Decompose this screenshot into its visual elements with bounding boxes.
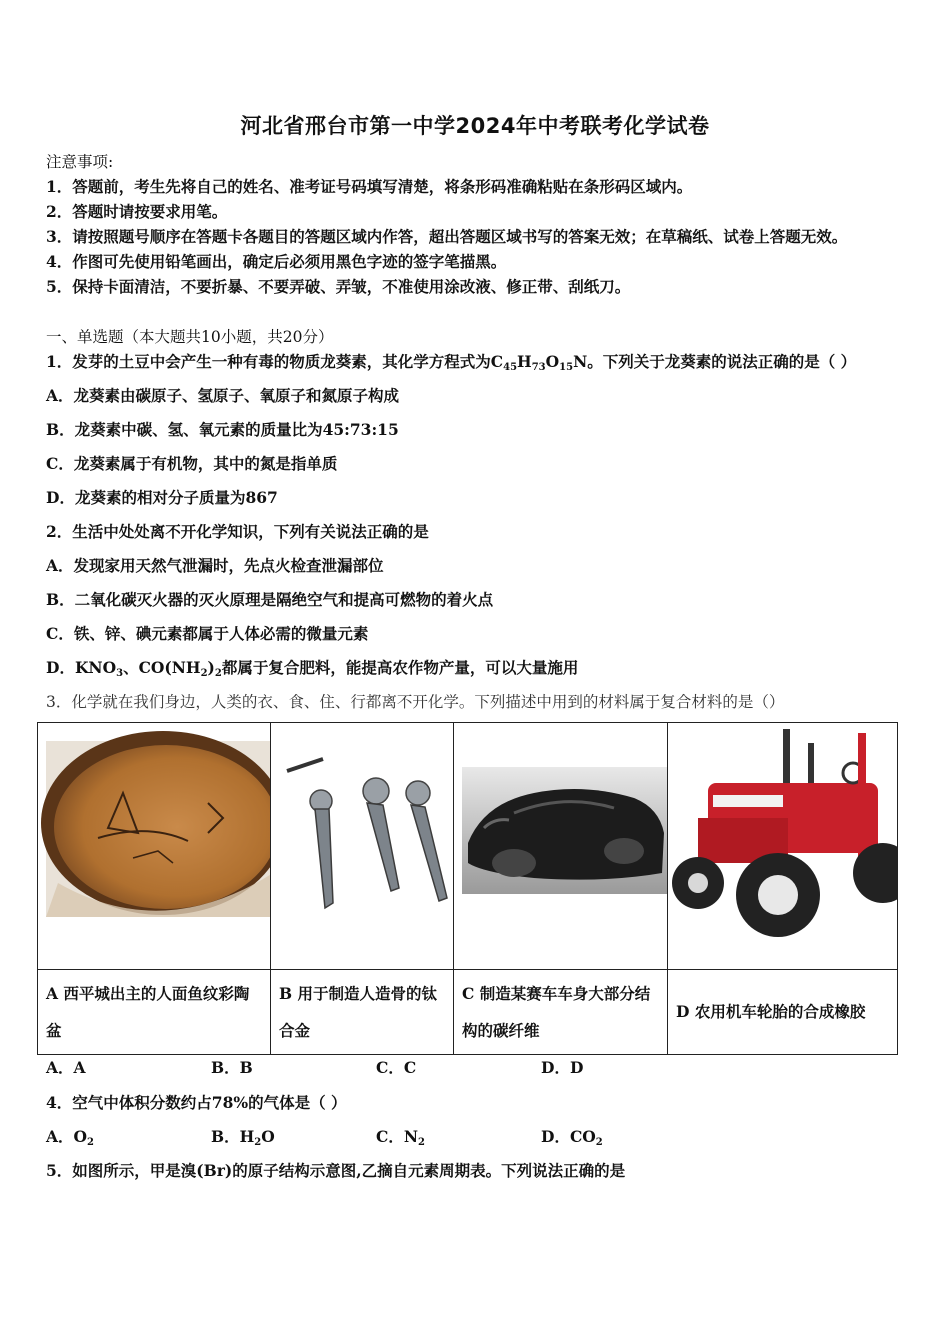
red-tractor-image [668,723,897,968]
notice-item: 5．保持卡面清洁，不要折暴、不要弄破、弄皱，不准使用涂改液、修正带、刮纸刀。 [46,277,631,296]
titanium-hip-implant-image [271,723,453,968]
question-1-option-d: D．龙葵素的相对分子质量为867 [46,488,278,507]
question-3-option-a: A．A [46,1058,86,1077]
question-1-stem: 1．发芽的土豆中会产生一种有毒的物质龙葵素，其化学方程式为$C_{45}H_{73}O_{15}N$。下列关于龙葵素的说法正确的是（ ） [46,352,857,373]
question-4-option-c: C．$N_2$ [376,1127,425,1148]
carbon-fiber-car-body-image [454,723,667,968]
question-1-option-a: A．龙葵素由碳原子、氢原子、氧原子和氮原子构成 [46,386,400,405]
caption-b: B 用于制造人造骨的钛合金 [271,969,454,1054]
notice-item: 3．请按照题号顺序在答题卡各题目的答题区域内作答，超出答题区域书写的答案无效；在草稿纸、试卷上答题无效。 [46,227,848,246]
question-2-stem: 2．生活中处处离不开化学知识，下列有关说法正确的是 [46,522,429,541]
question-3-option-d: D．D [541,1058,584,1077]
image-cell-a [38,723,271,970]
question-3-option-b: B．B [211,1058,253,1077]
question-4-option-d: D．$CO_2$ [541,1127,603,1148]
question-4-options [0,1127,950,1147]
section-heading: 一、单选题（本大题共10小题，共20分） [46,328,334,346]
question-4-stem: 4．空气中体积分数约占78%的气体是（ ） [46,1093,347,1112]
painted-pottery-bowl-image [38,723,270,968]
question-2-option-d: D．$KNO_3$、$CO(NH_2)_2$都属于复合肥料，能提高农作物产量，可以大量施用 [46,658,579,679]
question-1-option-b: B．龙葵素中碳、氢、氧元素的质量比为45:73:15 [46,420,399,439]
question-4-option-a: A．$O_2$ [46,1127,94,1148]
caption-d: D 农用机车轮胎的合成橡胶 [668,969,898,1054]
image-cell-c [454,723,668,970]
question-3-stem: 3．化学就在我们身边，人类的衣、食、住、行都离不开化学。下列描述中用到的材料属于复合材料的是（） [46,693,785,711]
question-2-option-b: B．二氧化碳灭火器的灭火原理是隔绝空气和提高可燃物的着火点 [46,590,494,609]
notice-item: 1．答题前，考生先将自己的姓名、准考证号码填写清楚，将条形码准确粘贴在条形码区域内。 [46,177,693,196]
question-2-option-a: A．发现家用天然气泄漏时，先点火检查泄漏部位 [46,556,384,575]
question-5-stem: 5．如图所示，甲是溴(Br)的原子结构示意图,乙摘自元素周期表。下列说法正确的是 [46,1161,626,1180]
caption-a: A 西平城出主的人面鱼纹彩陶盆 [38,969,271,1054]
caption-c: C 制造某赛车车身大部分结构的碳纤维 [454,969,668,1054]
question-2-option-c: C．铁、锌、碘元素都属于人体必需的微量元素 [46,624,369,643]
notice-item: 4．作图可先使用铅笔画出，确定后必须用黑色字迹的签字笔描黑。 [46,252,507,271]
question-1-option-c: C．龙葵素属于有机物，其中的氮是指单质 [46,454,338,473]
notice-heading: 注意事项: [46,153,114,171]
question-3-option-c: C．C [376,1058,417,1077]
question-4-option-b: B．$H_2O$ [211,1127,275,1148]
image-cell-b [271,723,454,970]
image-cell-d [668,723,898,970]
page-title: 河北省邢台市第一中学2024年中考联考化学试卷 [240,114,710,138]
question-3-options [0,1058,950,1078]
question-3-image-table [37,722,898,1055]
notice-item: 2．答题时请按要求用笔。 [46,202,228,221]
